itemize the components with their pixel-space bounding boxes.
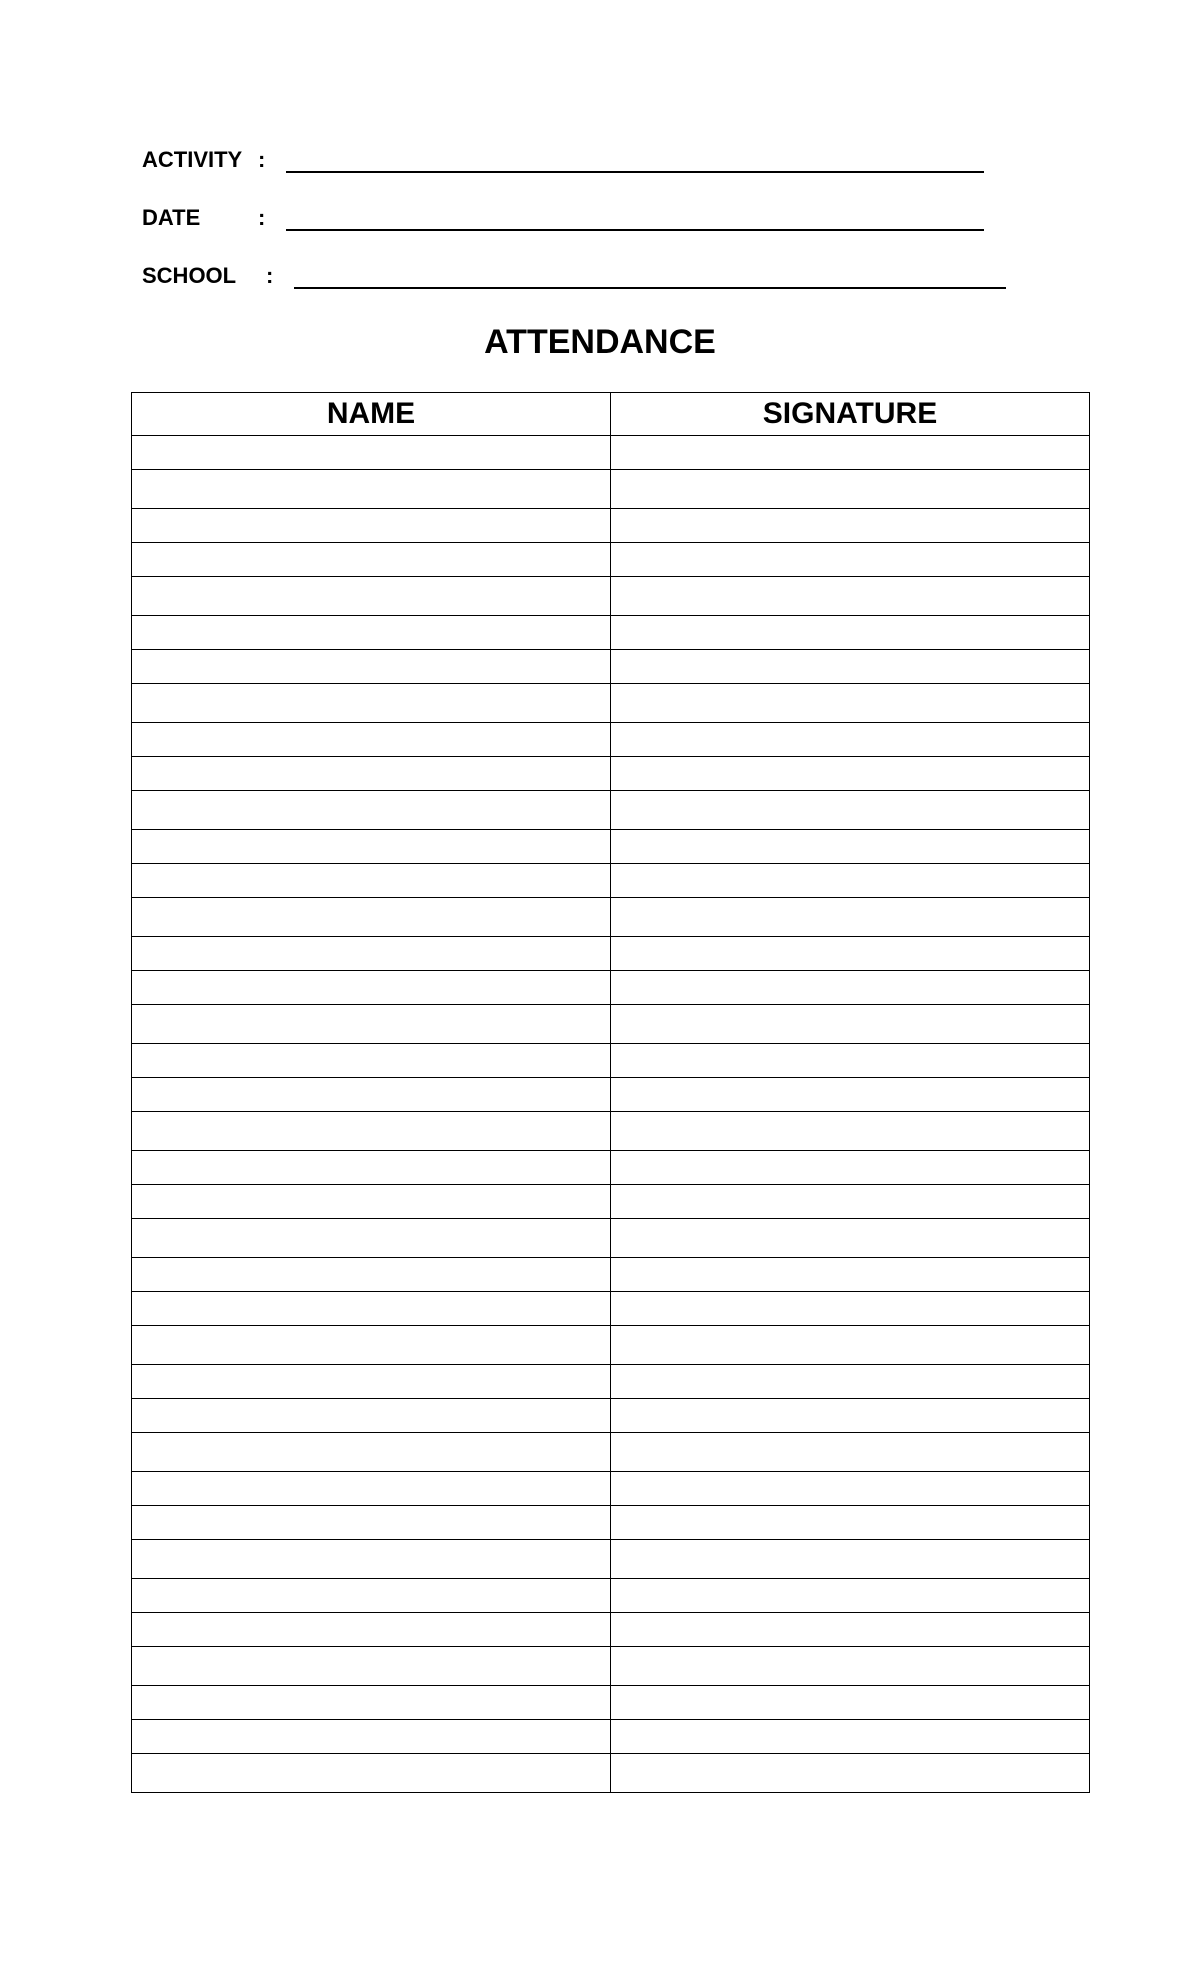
school-label: SCHOOL <box>142 263 237 288</box>
signature-cell[interactable] <box>611 509 1090 543</box>
table-row <box>132 543 1090 577</box>
school-colon: : <box>266 263 274 288</box>
name-cell[interactable] <box>132 1506 611 1540</box>
table-row <box>132 1613 1090 1647</box>
table-row <box>132 757 1090 791</box>
date-label: DATE <box>142 205 201 230</box>
signature-cell[interactable] <box>611 1151 1090 1185</box>
signature-cell[interactable] <box>611 543 1090 577</box>
table-row <box>132 1365 1090 1399</box>
signature-cell[interactable] <box>611 757 1090 791</box>
signature-cell[interactable] <box>611 723 1090 757</box>
name-cell[interactable] <box>132 509 611 543</box>
name-cell[interactable] <box>132 577 611 616</box>
name-cell[interactable] <box>132 723 611 757</box>
attendance-table <box>131 392 1090 1793</box>
name-cell[interactable] <box>132 470 611 509</box>
table-row <box>132 898 1090 937</box>
signature-cell[interactable] <box>611 864 1090 898</box>
signature-cell[interactable] <box>611 1258 1090 1292</box>
name-cell[interactable] <box>132 1365 611 1399</box>
name-cell[interactable] <box>132 616 611 650</box>
signature-cell[interactable] <box>611 937 1090 971</box>
table-row <box>132 1292 1090 1326</box>
table-row <box>132 1579 1090 1613</box>
name-cell[interactable] <box>132 1258 611 1292</box>
signature-cell[interactable] <box>611 650 1090 684</box>
table-row <box>132 577 1090 616</box>
table-row <box>132 791 1090 830</box>
table-row <box>132 1005 1090 1044</box>
signature-cell[interactable] <box>611 616 1090 650</box>
signature-cell[interactable] <box>611 971 1090 1005</box>
table-row <box>132 1151 1090 1185</box>
name-column-header: NAME <box>132 393 611 436</box>
table-row <box>132 1185 1090 1219</box>
name-cell[interactable] <box>132 791 611 830</box>
name-cell[interactable] <box>132 684 611 723</box>
table-row <box>132 1326 1090 1365</box>
signature-cell[interactable] <box>611 1185 1090 1219</box>
name-cell[interactable] <box>132 1292 611 1326</box>
name-cell[interactable] <box>132 1579 611 1613</box>
name-cell[interactable] <box>132 543 611 577</box>
name-cell[interactable] <box>132 937 611 971</box>
activity-label: ACTIVITY <box>142 147 243 172</box>
name-cell[interactable] <box>132 1326 611 1365</box>
name-cell[interactable] <box>132 1219 611 1258</box>
table-row <box>132 650 1090 684</box>
name-cell[interactable] <box>132 830 611 864</box>
name-cell[interactable] <box>132 1433 611 1472</box>
signature-cell[interactable] <box>611 1326 1090 1365</box>
signature-cell[interactable] <box>611 1472 1090 1506</box>
signature-cell[interactable] <box>611 684 1090 723</box>
table-row <box>132 864 1090 898</box>
table-row <box>132 684 1090 723</box>
table-row <box>132 830 1090 864</box>
name-cell[interactable] <box>132 436 611 470</box>
name-cell[interactable] <box>132 1044 611 1078</box>
table-row <box>132 1258 1090 1292</box>
name-cell[interactable] <box>132 1754 611 1793</box>
signature-cell[interactable] <box>611 1112 1090 1151</box>
table-row <box>132 1754 1090 1793</box>
table-row <box>132 1044 1090 1078</box>
table-row <box>132 1399 1090 1433</box>
name-cell[interactable] <box>132 1112 611 1151</box>
signature-cell[interactable] <box>611 830 1090 864</box>
table-row <box>132 1078 1090 1112</box>
signature-cell[interactable] <box>611 1433 1090 1472</box>
table-row <box>132 1433 1090 1472</box>
name-cell[interactable] <box>132 1613 611 1647</box>
signature-cell[interactable] <box>611 1219 1090 1258</box>
name-cell[interactable] <box>132 864 611 898</box>
table-row <box>132 1112 1090 1151</box>
activity-colon: : <box>258 147 266 172</box>
signature-cell[interactable] <box>611 577 1090 616</box>
table-row <box>132 616 1090 650</box>
signature-cell[interactable] <box>611 1506 1090 1540</box>
table-row <box>132 509 1090 543</box>
date-blank-line[interactable] <box>286 229 984 231</box>
table-header-row <box>132 393 1090 436</box>
table-row <box>132 1647 1090 1686</box>
signature-cell[interactable] <box>611 1292 1090 1326</box>
table-row <box>132 1219 1090 1258</box>
table-row <box>132 971 1090 1005</box>
school-blank-line[interactable] <box>294 287 1006 289</box>
name-cell[interactable] <box>132 1185 611 1219</box>
table-body <box>132 436 1090 1793</box>
signature-cell[interactable] <box>611 1686 1090 1720</box>
signature-cell[interactable] <box>611 1044 1090 1078</box>
signature-cell[interactable] <box>611 470 1090 509</box>
name-cell[interactable] <box>132 1540 611 1579</box>
table-row <box>132 723 1090 757</box>
table-row <box>132 470 1090 509</box>
name-cell[interactable] <box>132 1720 611 1754</box>
signature-cell[interactable] <box>611 1078 1090 1112</box>
date-colon: : <box>258 205 266 230</box>
name-cell[interactable] <box>132 650 611 684</box>
activity-blank-line[interactable] <box>286 171 984 173</box>
signature-cell[interactable] <box>611 1365 1090 1399</box>
table-row <box>132 436 1090 470</box>
signature-cell[interactable] <box>611 1399 1090 1433</box>
name-cell[interactable] <box>132 1647 611 1686</box>
signature-cell[interactable] <box>611 1613 1090 1647</box>
name-cell[interactable] <box>132 1686 611 1720</box>
name-cell[interactable] <box>132 1151 611 1185</box>
signature-cell[interactable] <box>611 1720 1090 1754</box>
name-cell[interactable] <box>132 898 611 937</box>
signature-cell[interactable] <box>611 898 1090 937</box>
name-cell[interactable] <box>132 1078 611 1112</box>
name-cell[interactable] <box>132 757 611 791</box>
name-cell[interactable] <box>132 971 611 1005</box>
signature-cell[interactable] <box>611 1005 1090 1044</box>
signature-cell[interactable] <box>611 1754 1090 1793</box>
table-row <box>132 1540 1090 1579</box>
name-cell[interactable] <box>132 1005 611 1044</box>
table-row <box>132 937 1090 971</box>
signature-cell[interactable] <box>611 791 1090 830</box>
signature-cell[interactable] <box>611 1647 1090 1686</box>
table-row <box>132 1686 1090 1720</box>
name-cell[interactable] <box>132 1472 611 1506</box>
signature-column-header: SIGNATURE <box>611 393 1090 436</box>
signature-cell[interactable] <box>611 1540 1090 1579</box>
page-title: ATTENDANCE <box>484 323 716 361</box>
signature-cell[interactable] <box>611 436 1090 470</box>
signature-cell[interactable] <box>611 1579 1090 1613</box>
table-row <box>132 1472 1090 1506</box>
name-cell[interactable] <box>132 1399 611 1433</box>
table-row <box>132 1506 1090 1540</box>
table-row <box>132 1720 1090 1754</box>
